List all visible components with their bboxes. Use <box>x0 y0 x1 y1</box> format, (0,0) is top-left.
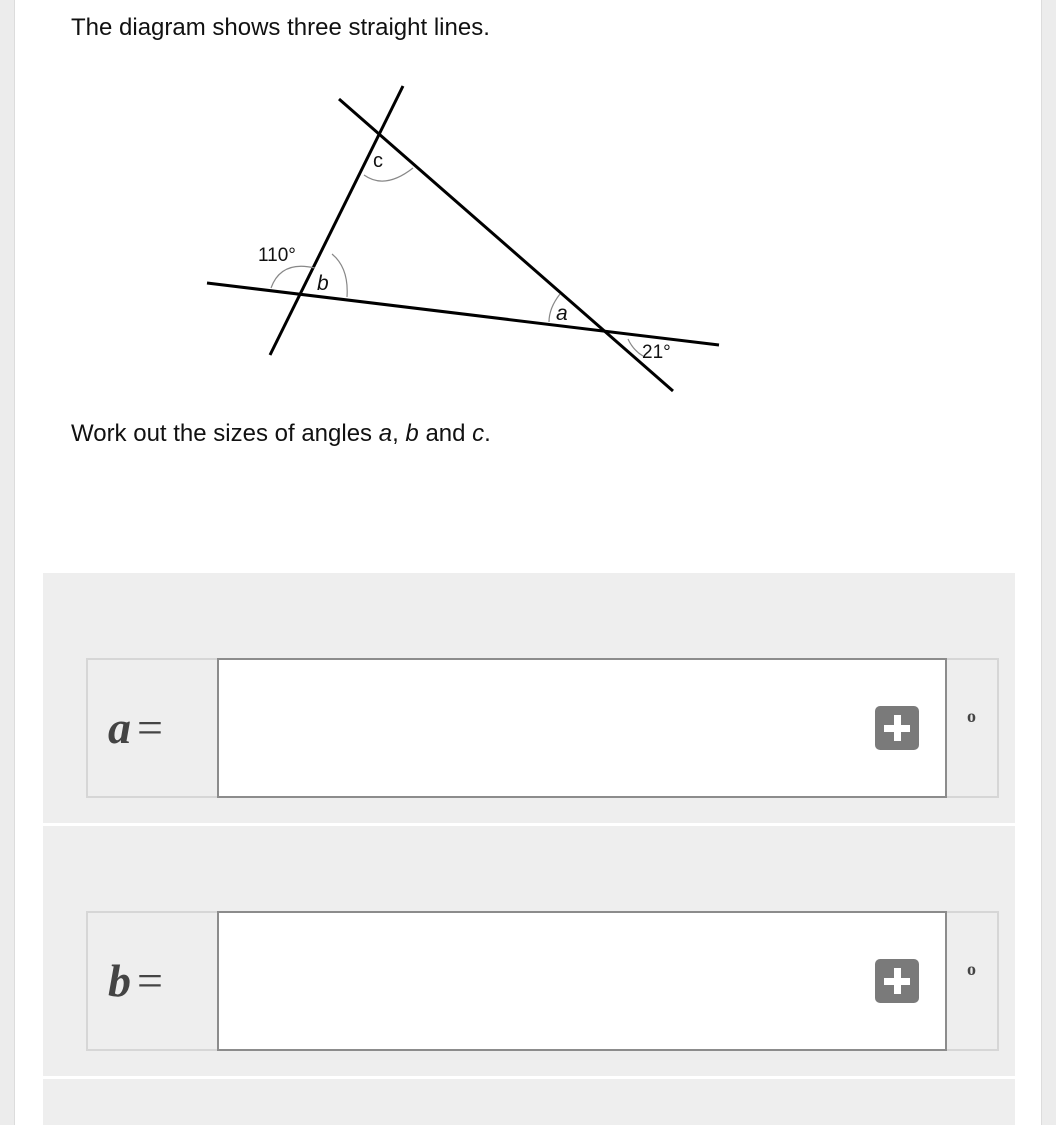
answer-input-b[interactable] <box>217 911 947 1051</box>
answer-input-a[interactable] <box>217 658 947 798</box>
variable-b: b <box>108 955 131 1006</box>
label-angle-21: 21° <box>642 342 671 363</box>
answer-row-c <box>43 1079 1015 1125</box>
degree-unit-label: o <box>967 959 976 979</box>
answer-label-a <box>108 660 163 796</box>
line-steep <box>270 86 403 355</box>
question-task <box>71 420 491 448</box>
task-text-sep2: and <box>418 420 473 447</box>
answer-box-b <box>86 911 999 1051</box>
task-var-b: b <box>405 420 419 447</box>
line-near-horizontal <box>207 283 719 345</box>
variable-a: a <box>108 702 131 753</box>
answer-row-b <box>43 826 1015 1076</box>
angles-diagram <box>15 0 1043 400</box>
task-var-c: c <box>472 420 485 447</box>
line-diagonal <box>339 99 673 391</box>
equals-sign: = <box>137 955 163 1006</box>
plus-icon[interactable] <box>875 706 919 750</box>
degree-unit-label: o <box>967 706 976 726</box>
question-page <box>14 0 1042 1125</box>
plus-icon[interactable] <box>875 959 919 1003</box>
label-angle-110: 110° <box>258 245 296 266</box>
arc-angle-b <box>332 254 347 297</box>
question-intro: The diagram shows three straight lines. <box>71 14 490 41</box>
answer-row-a <box>43 573 1015 823</box>
answer-box-a <box>86 658 999 798</box>
label-angle-c: c <box>373 150 383 172</box>
task-text-prefix: Work out the sizes of angles <box>71 420 379 447</box>
label-angle-b: b <box>317 272 329 295</box>
answer-area <box>43 573 1015 1125</box>
task-text-suffix: . <box>484 420 491 447</box>
task-text-sep1: , <box>392 420 406 447</box>
equals-sign: = <box>137 702 163 753</box>
answer-label-b <box>108 913 163 1049</box>
task-var-a: a <box>378 420 393 447</box>
arc-angle-c <box>364 168 413 181</box>
label-angle-a: a <box>556 302 568 325</box>
